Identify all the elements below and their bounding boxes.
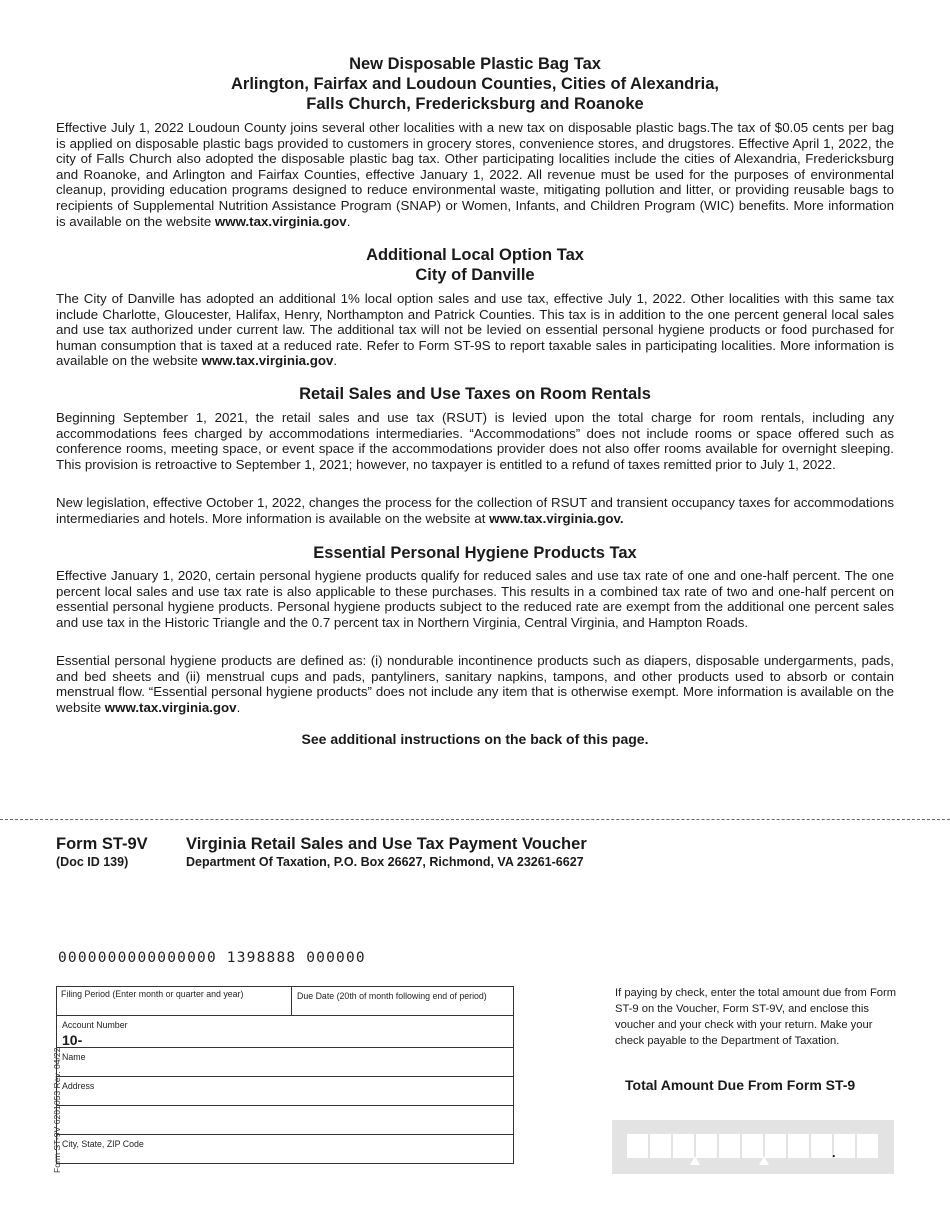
total-amount-entry[interactable] [612, 1120, 894, 1174]
account-number-value: 10- [62, 1032, 83, 1048]
amount-digit-box[interactable] [696, 1134, 717, 1158]
form-revision-side-text: Form ST-9V 6201053 Rev. 04/22 [52, 1047, 62, 1173]
plastic-bag-title-line1: New Disposable Plastic Bag Tax [349, 55, 601, 73]
danville-title-line1: Additional Local Option Tax [366, 246, 584, 264]
address-line-2-field[interactable] [56, 1105, 514, 1135]
hygiene-paragraph-1: Effective January 1, 2020, certain personal hygiene products qualify for reduced sales and use tax rate of one and one-half percent. The one percent local sales and use tax rate is also applicable to these purchases. This results in a combined tax rate of two and one-half percent on essential personal hygiene products. Personal hygiene products subject to the reduced rate are exempt from the additional one percent sales and use tax in the Historic Triangle and the 0.7 percent tax in Northern Virginia, Central Virginia, and Hampton Roads. [56, 568, 894, 630]
room-rentals-website: www.tax.virginia.gov. [489, 510, 624, 526]
plastic-bag-title-line3: Falls Church, Fredericksburg and Roanoke [306, 95, 644, 113]
city-state-zip-label: City, State, ZIP Code [62, 1139, 144, 1149]
danville-paragraph [56, 291, 894, 369]
hygiene-end: . [236, 699, 241, 715]
thousands-separator-marker [759, 1156, 769, 1165]
plastic-bag-title-line2: Arlington, Fairfax and Loudoun Counties, Cities of Alexandria, [231, 75, 719, 93]
address-label: Address [62, 1081, 95, 1091]
see-back-note: See additional instructions on the back of this page. [301, 731, 649, 747]
plastic-bag-body: Effective July 1, 2022 Loudoun County joins several other localities with a new tax on disposable plastic bags.The tax of $0.05 cents per bag is applied on disposable plastic bags provided to customers in grocery stores, convenience stores, and drugstores. Effective April 1, 2022, the city of Falls Church also adopted the disposable plastic bag tax. Other participating localities include the cities of Alexandria, Fredericksburg and Roanoke, and Arlington and Fairfax Counties, effective January 1, 2022. All revenue must be used for the purposes of environmental cleanup, providing education programs designed to reduce environmental waste, mitigating pollution and litter, or providing reusable bags to recipients of Supplemental Nutrition Assistance Program (SNAP) or Women, Infants, and Children Program (WIC) benefits. More information is available on the website [56, 120, 894, 229]
room-rentals-title: Retail Sales and Use Taxes on Room Rentals [299, 385, 651, 403]
amount-digit-box[interactable] [673, 1134, 694, 1158]
danville-end: . [333, 353, 338, 369]
plastic-bag-end: . [346, 213, 351, 229]
room-rentals-paragraph-2 [56, 495, 894, 526]
hygiene-title: Essential Personal Hygiene Products Tax [313, 544, 637, 562]
account-number-label: Account Number [62, 1020, 128, 1030]
decimal-point: . [832, 1145, 836, 1160]
danville-body: The City of Danville has adopted an additional 1% local option sales and use tax, effective July 1, 2022. Other localities with this same tax include Charlotte, Gloucester, Halifax, Henry, Northampton and Patrick Counties. This tax is in addition to the one percent general local sales and use tax authorized under current law. The additional tax will not be levied on essential personal hygiene products or food purchased for human consumption that is taxed at a reduced rate. Refer to Form ST-9S to report taxable sales in participating localities. More information is available on the website [56, 291, 894, 369]
name-field[interactable] [56, 1047, 514, 1077]
form-id: Form ST-9V [56, 835, 148, 853]
thousands-separator-marker [690, 1156, 700, 1165]
plastic-bag-paragraph [56, 120, 894, 229]
department-address: Department Of Taxation, P.O. Box 26627, Richmond, VA 23261-6627 [186, 855, 584, 869]
detach-cut-line [0, 819, 950, 820]
danville-title-line2: City of Danville [415, 266, 535, 284]
room-rentals-body-2: New legislation, effective October 1, 2022, changes the process for the collection of RSUT and transient occupancy taxes for accommodations intermediaries and hotels. More information is available on the website at [56, 495, 894, 526]
amount-digit-box[interactable] [811, 1134, 832, 1158]
total-amount-label: Total Amount Due From Form ST-9 [625, 1077, 856, 1093]
filing-period-label: Filing Period (Enter month or quarter and year) [61, 989, 244, 999]
address-field[interactable] [56, 1076, 514, 1106]
amount-digit-box[interactable] [650, 1134, 671, 1158]
amount-digit-box[interactable] [742, 1134, 763, 1158]
payment-instructions: If paying by check, enter the total amount due from Form ST-9 on the Voucher, Form ST-9V, and enclose this voucher and your check with your return. Make your check payable to the Department of Taxation. [615, 987, 897, 1047]
plastic-bag-website: www.tax.virginia.gov [214, 213, 347, 229]
amount-digit-box[interactable] [627, 1134, 648, 1158]
voucher-title: Virginia Retail Sales and Use Tax Payment Voucher [186, 835, 587, 853]
due-date-label: Due Date (20th of month following end of period) [297, 991, 487, 1001]
amount-digit-box[interactable] [834, 1134, 855, 1158]
scan-line-code: 0000000000000000 1398888 000000 [58, 950, 366, 966]
room-rentals-paragraph-1: Beginning September 1, 2021, the retail sales and use tax (RSUT) is levied upon the total charge for room rentals, including any accommodations fees charged by accommodations intermediaries. “Accommodations” does not include rooms or space offered such as conference rooms, meeting space, or event space if the accommodations provider does not also offer rooms available for overnight sleeping. This provision is retroactive to September 1, 2021; however, no taxpayer is entitled to a refund of taxes remitted prior to July 1, 2022. [56, 410, 894, 472]
name-label: Name [62, 1052, 86, 1062]
amount-digit-box[interactable] [788, 1134, 809, 1158]
amount-digit-box[interactable] [719, 1134, 740, 1158]
amount-digit-box[interactable] [765, 1134, 786, 1158]
hygiene-paragraph-2 [56, 653, 894, 715]
hygiene-website: www.tax.virginia.gov [104, 699, 237, 715]
doc-id: (Doc ID 139) [56, 855, 129, 869]
danville-website: www.tax.virginia.gov [201, 353, 334, 369]
hygiene-body-2: Essential personal hygiene products are defined as: (i) nondurable incontinence products such as diapers, disposable undergarments, pads, and bed sheets and (ii) menstrual cups and pads, pantyliners, sanitary napkins, tampons, and other products used to absorb or contain menstrual flow. “Essential personal hygiene products” does not include any item that is otherwise exempt. More information is available on the website [56, 653, 894, 715]
amount-digit-box[interactable] [857, 1134, 878, 1158]
